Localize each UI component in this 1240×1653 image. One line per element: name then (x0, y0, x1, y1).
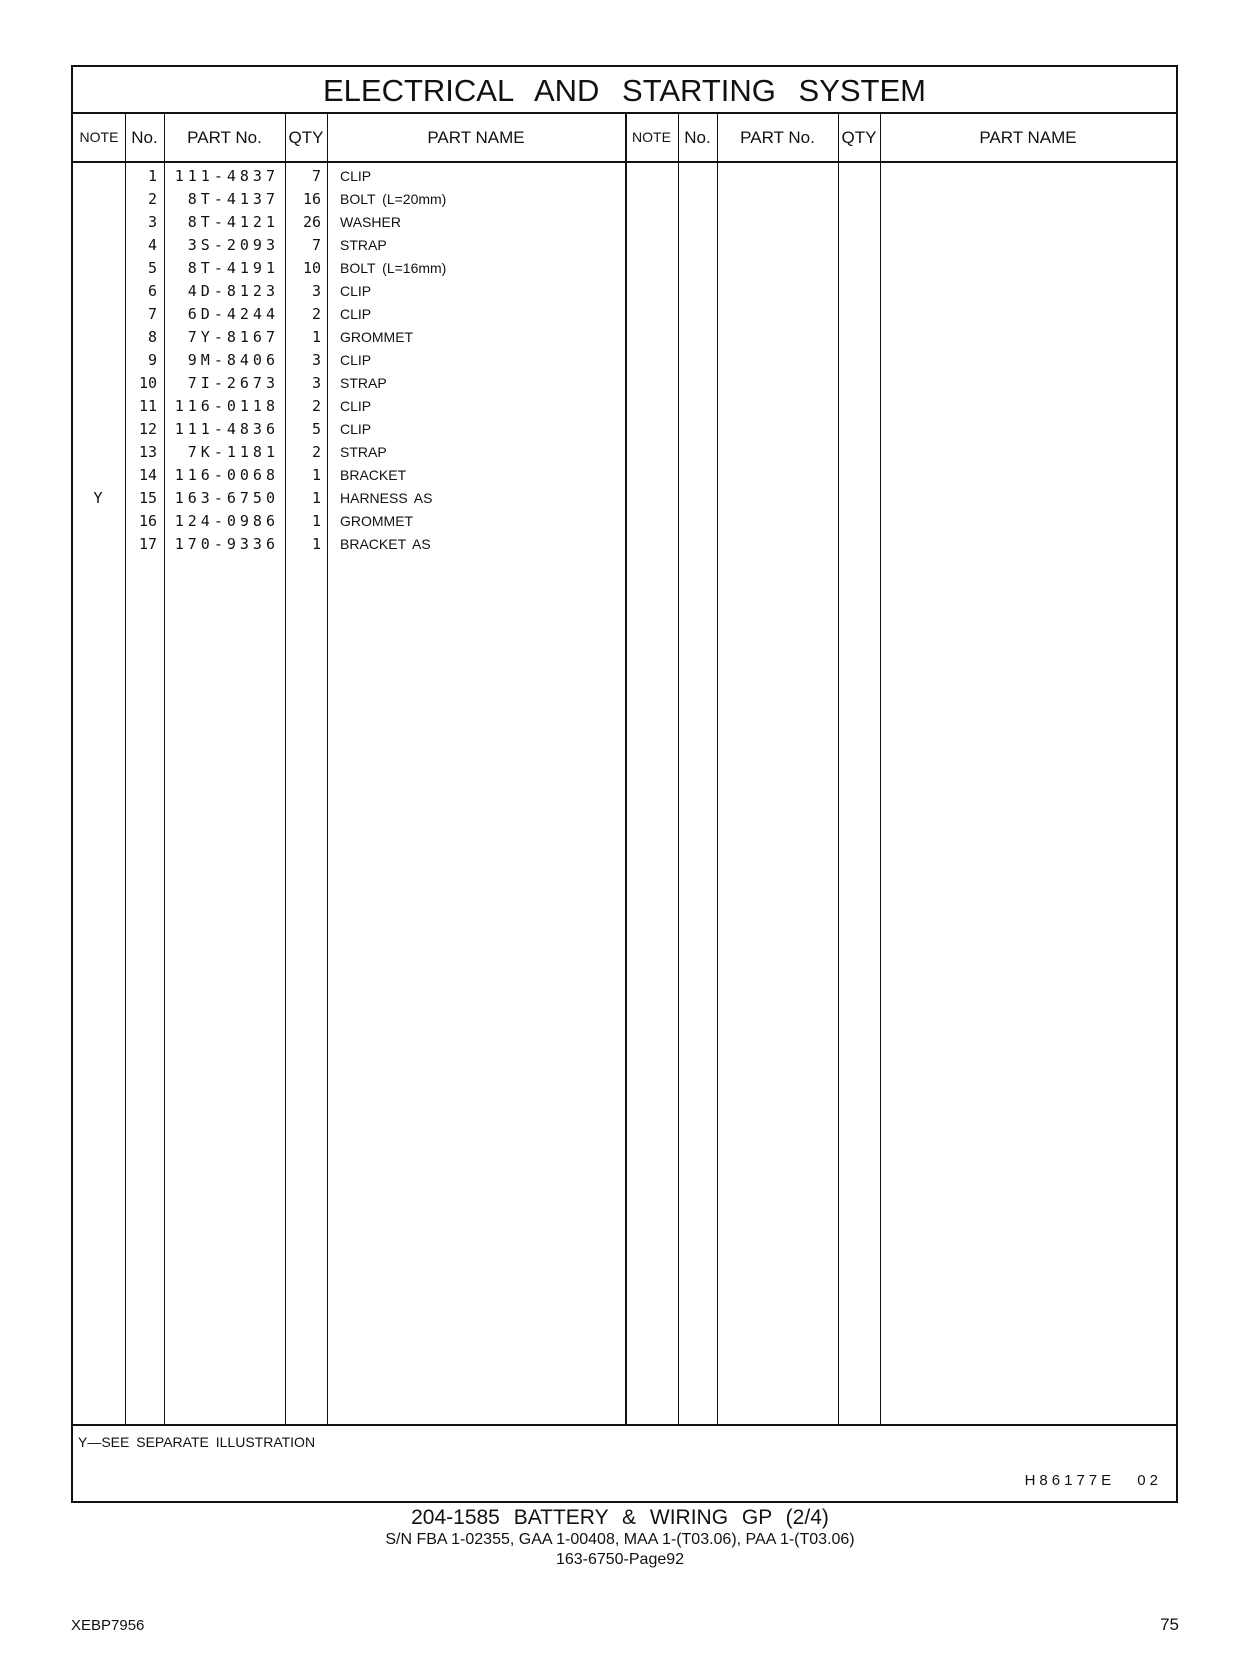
part-number-cell: 124-0986 (174, 512, 279, 530)
table-row (73, 487, 1176, 510)
item-number-cell: 3 (147, 213, 157, 231)
table-row (73, 510, 1176, 533)
header-part-no-right: PART No. (740, 128, 815, 147)
part-number-cell: 8T-4191 (187, 259, 279, 277)
table-row (73, 395, 1176, 418)
part-name-cell: STRAP (340, 237, 387, 253)
part-number-cell: 7K-1181 (187, 443, 279, 461)
note-cell (73, 211, 123, 234)
item-number-cell: 5 (147, 259, 157, 277)
part-number-cell: 163-6750 (174, 489, 279, 507)
part-name-cell: HARNESS AS (340, 490, 433, 506)
table-row (73, 372, 1176, 395)
part-name-cell: BOLT (L=16mm) (340, 260, 447, 276)
quantity-cell: 7 (311, 167, 321, 185)
note-cell (73, 280, 123, 303)
quantity-cell: 3 (311, 351, 321, 369)
header-qty-left: QTY (288, 128, 324, 147)
item-number-cell: 9 (147, 351, 157, 369)
table-row (73, 280, 1176, 303)
note-cell (73, 234, 123, 257)
part-name-cell: CLIP (340, 421, 372, 437)
table-row (73, 188, 1176, 211)
item-number-cell: 7 (147, 305, 157, 323)
table-row (73, 349, 1176, 372)
quantity-cell: 7 (311, 236, 321, 254)
part-number-cell: 6D-4244 (187, 305, 279, 323)
table-row (73, 257, 1176, 280)
part-number-cell: 116-0118 (174, 397, 279, 415)
quantity-cell: 10 (302, 259, 321, 277)
part-number-cell: 116-0068 (174, 466, 279, 484)
header-no-left: No. (131, 128, 158, 147)
quantity-cell: 5 (311, 420, 321, 438)
note-cell (73, 464, 123, 487)
table-row (73, 211, 1176, 234)
item-number-cell: 17 (138, 535, 157, 553)
quantity-cell: 3 (311, 282, 321, 300)
header-note-right: NOTE (632, 129, 671, 145)
item-number-cell: 13 (138, 443, 157, 461)
note-cell (73, 165, 123, 188)
note-cell (73, 303, 123, 326)
item-number-cell: 11 (138, 397, 157, 415)
part-number-cell: 8T-4137 (187, 190, 279, 208)
quantity-cell: 1 (311, 489, 321, 507)
footnote-divider (73, 1424, 1176, 1426)
page-number: 75 (1160, 1615, 1179, 1634)
part-number-cell: 3S-2093 (187, 236, 279, 254)
part-name-cell: STRAP (340, 375, 387, 391)
quantity-cell: 1 (311, 466, 321, 484)
quantity-cell: 2 (311, 443, 321, 461)
header-note-left: NOTE (79, 129, 119, 145)
part-name-cell: WASHER (340, 214, 401, 230)
part-number-cell: 170-9336 (174, 535, 279, 553)
part-name-cell: CLIP (340, 398, 372, 414)
item-number-cell: 12 (138, 420, 157, 438)
note-cell: Y (93, 489, 103, 507)
part-name-cell: CLIP (340, 306, 372, 322)
quantity-cell: 16 (302, 190, 321, 208)
table-title: ELECTRICAL AND STARTING SYSTEM (73, 67, 1176, 114)
table-row (73, 326, 1176, 349)
note-cell (73, 326, 123, 349)
table-row (73, 303, 1176, 326)
part-name-cell: BOLT (L=20mm) (340, 191, 447, 207)
header-part-no-left: PART No. (187, 128, 262, 147)
table-row (73, 464, 1176, 487)
header-part-name-right: PART NAME (979, 128, 1077, 147)
table-row (73, 165, 1176, 188)
part-name-cell: BRACKET (340, 467, 407, 483)
item-number-cell: 1 (147, 167, 157, 185)
note-cell (73, 349, 123, 372)
item-number-cell: 8 (147, 328, 157, 346)
table-row (73, 533, 1176, 556)
table-row (73, 441, 1176, 464)
part-number-cell: 111-4836 (174, 420, 279, 438)
part-number-cell: 111-4837 (174, 167, 279, 185)
note-cell (73, 188, 123, 211)
item-number-cell: 2 (147, 190, 157, 208)
part-name-cell: BRACKET AS (340, 536, 431, 552)
item-number-cell: 16 (138, 512, 157, 530)
part-name-cell: GROMMET (340, 329, 414, 345)
part-name-cell: STRAP (340, 444, 387, 460)
item-number-cell: 6 (147, 282, 157, 300)
header-no-right: No. (684, 128, 711, 147)
part-name-cell: CLIP (340, 283, 372, 299)
drawing-code: H86177E 02 (1024, 1472, 1162, 1489)
note-cell (73, 533, 123, 556)
quantity-cell: 1 (311, 328, 321, 346)
note-cell (73, 395, 123, 418)
part-number-cell: 9M-8406 (187, 351, 279, 369)
caption-ref: 163-6750-Page92 (555, 1551, 685, 1568)
note-cell (73, 441, 123, 464)
quantity-cell: 26 (302, 213, 321, 231)
table-row (73, 234, 1176, 257)
part-name-cell: GROMMET (340, 513, 414, 529)
item-number-cell: 10 (138, 374, 157, 392)
note-cell (73, 372, 123, 395)
item-number-cell: 14 (138, 466, 157, 484)
quantity-cell: 2 (311, 397, 321, 415)
table-row (73, 418, 1176, 441)
caption-serial: S/N FBA 1-02355, GAA 1-00408, MAA 1-(T03.06), PAA 1-(T03.06) (385, 1531, 855, 1548)
part-name-cell: CLIP (340, 352, 372, 368)
item-number-cell: 15 (138, 489, 157, 507)
footnote: Y—SEE SEPARATE ILLUSTRATION (78, 1434, 316, 1450)
note-cell (73, 418, 123, 441)
item-number-cell: 4 (147, 236, 157, 254)
quantity-cell: 1 (311, 535, 321, 553)
quantity-cell: 2 (311, 305, 321, 323)
document-id: XEBP7956 (71, 1617, 145, 1634)
part-number-cell: 4D-8123 (187, 282, 279, 300)
caption-title: 204-1585 BATTERY & WIRING GP (2/4) (411, 1506, 829, 1529)
part-name-cell: CLIP (340, 168, 372, 184)
header-qty-right: QTY (841, 128, 877, 147)
quantity-cell: 1 (311, 512, 321, 530)
part-number-cell: 8T-4121 (187, 213, 279, 231)
parts-table-frame (71, 65, 1178, 1503)
part-number-cell: 7Y-8167 (187, 328, 279, 346)
quantity-cell: 3 (311, 374, 321, 392)
note-cell (73, 510, 123, 533)
part-number-cell: 7I-2673 (187, 374, 279, 392)
header-part-name-left: PART NAME (427, 128, 525, 147)
note-cell (73, 257, 123, 280)
